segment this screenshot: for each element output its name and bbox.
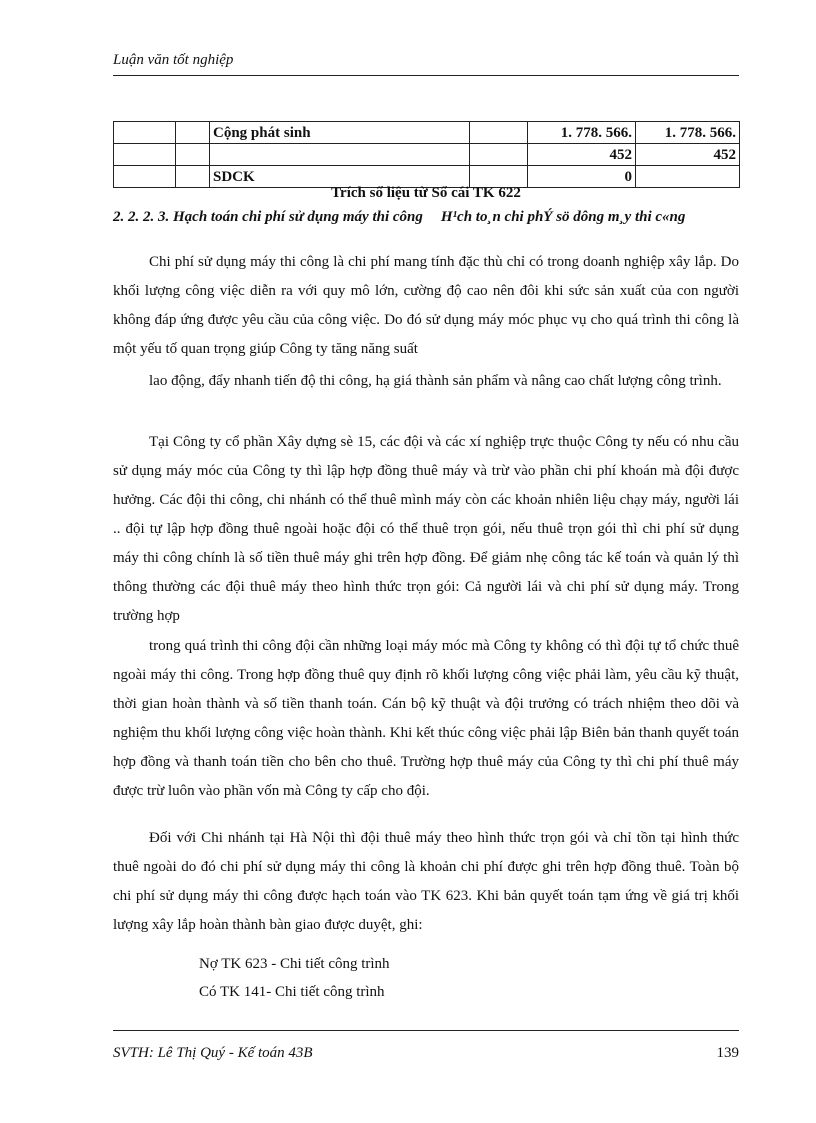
paragraph-4: trong quá trình thi công đội cần những loại máy móc mà Công ty không có thì đội tự tổ chức thuê ngoài máy thi công. Trong hợp đồng thuê quy định rõ khối lượng công việc phải làm, yêu cầu kỹ thuật, thời gian hoàn thành và số tiền thanh toán. Cán bộ kỹ thuật và đội trưởng có trách nhiệm theo dõi và nghiệm thu khối lượng công việc hoàn thành. Khi kết thúc công việc phải lập Biên bản thanh quyết toán hợp đồng và thanh toán tiền cho bên cho thuê. Trường hợp thuê máy của Công ty thì chi phí thuê máy được trừ luôn vào phần vốn mà Công ty cấp cho đội. <box>113 638 739 799</box>
paragraph-2: lao động, đẩy nhanh tiến độ thi công, hạ giá thành sản phẩm và nâng cao chất lượng công trình. <box>149 373 722 389</box>
table-row <box>114 144 740 166</box>
table-caption: Trích số liệu từ Sổ cái TK 622 <box>331 185 521 201</box>
table-cell-label <box>210 144 470 166</box>
page-number: 139 <box>716 1045 739 1061</box>
table-cell-credit: 452 <box>636 144 740 166</box>
paragraph-1: Chi phí sử dụng máy thi công là chi phí mang tính đặc thù chỉ có trong doanh nghiệp xây lắp. Do khối lượng công việc diễn ra với quy mô lớn, cường độ cao nên đôi khi sức sản xuất của con người không đáp ứng được yêu cầu của công việc. Do đó sử dụng máy móc phục vụ cho quá trình thi công là một yếu tố quan trọng giúp Công ty tăng năng suất <box>113 254 739 357</box>
header-rule <box>113 75 739 76</box>
table-row <box>114 122 740 144</box>
footer-rule <box>113 1030 739 1031</box>
table-cell-label: Cộng phát sinh <box>210 122 470 144</box>
table-cell-debit: 1. 778. 566. <box>528 122 636 144</box>
journal-entry-credit: Có TK 141- Chi tiết công trình <box>199 984 385 1000</box>
table-cell-debit: 452 <box>528 144 636 166</box>
page-header-title: Luận văn tốt nghiệp <box>113 52 234 68</box>
section-heading-garbled: H¹ch to¸n chi phÝ sö dông m¸y thi c«ng <box>440 209 686 225</box>
paragraph-5: Đối với Chi nhánh tại Hà Nội thì đội thuê máy theo hình thức trọn gói và chỉ tồn tại hình thức thuê ngoài do đó chi phí sử dụng máy thi công là khoản chi phí được ghi trên hợp đồng thuê. Toàn bộ chi phí sử dụng máy thi công được hạch toán vào TK 623. Khi bản quyết toán tạm ứng về giá trị khối lượng xây lắp hoàn thành bàn giao được duyệt, ghi: <box>113 830 739 933</box>
table-cell-label: SDCK <box>210 166 470 188</box>
footer-author: SVTH: Lê Thị Quý - Kế toán 43B <box>113 1045 313 1061</box>
ledger-excerpt-table <box>113 121 740 188</box>
paragraph-3: Tại Công ty cổ phần Xây dựng sè 15, các đội và các xí nghiệp trực thuộc Công ty nếu có nhu cầu sử dụng máy móc của Công ty thì lập hợp đồng thuê máy và trừ vào phần chi phí khoán mà đội được hưởng. Các đội thi công, chi nhánh có thể thuê mình máy còn các khoản nhiên liệu chạy máy, người lái .. đội tự lập hợp đồng thuê ngoài hoặc đội có thể thuê trọn gói, nếu thuê trọn gói thì chi phí sử dụng máy thi công chính là số tiền thuê máy ghi trên hợp đồng. Để giảm nhẹ công tác kế toán và quản lý thì thông thường các đội thuê máy theo hình thức trọn gói: Cả người lái và chi phí sử dụng máy. Trong trường hợp <box>113 434 739 624</box>
table-cell-debit: 0 <box>528 166 636 188</box>
section-heading <box>113 206 739 228</box>
journal-entry-debit: Nợ TK 623 - Chi tiết công trình <box>199 956 390 972</box>
section-heading-text: 2. 2. 2. 3. Hạch toán chi phí sử dụng máy thi công <box>113 209 423 225</box>
table-cell-credit: 1. 778. 566. <box>636 122 740 144</box>
